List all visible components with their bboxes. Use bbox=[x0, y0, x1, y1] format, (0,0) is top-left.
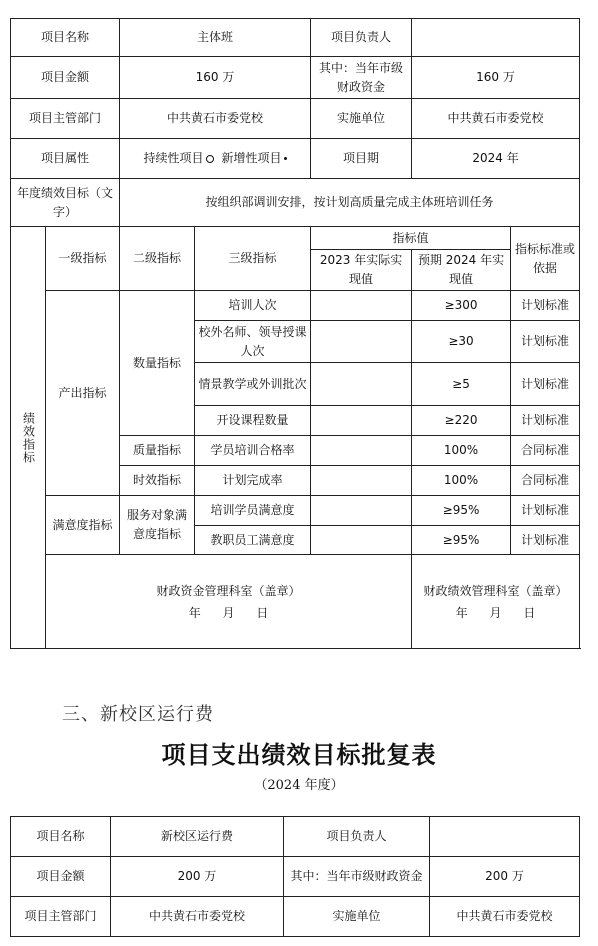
dept-value: 中共黄石市委党校 bbox=[111, 897, 284, 937]
finance-fund-seal-cell bbox=[46, 555, 412, 649]
project-name-value: 新校区运行费 bbox=[111, 817, 284, 857]
output-index-label: 产出指标 bbox=[46, 291, 120, 496]
table-row-basis: 计划标准 bbox=[511, 321, 580, 363]
table-row-basis: 计划标准 bbox=[511, 291, 580, 321]
annual-goal-label: 年度绩效目标（文字） bbox=[11, 179, 120, 227]
project-amount-value: 200 万 bbox=[111, 857, 284, 897]
table-row-basis: 计划标准 bbox=[511, 363, 580, 406]
impl-unit-label: 实施单位 bbox=[311, 99, 412, 139]
table-row-expected: 100% bbox=[412, 466, 511, 496]
impl-unit-label: 实施单位 bbox=[284, 897, 430, 937]
project-leader-value bbox=[412, 19, 580, 57]
table-row-level3: 校外名师、领导授课人次 bbox=[195, 321, 311, 363]
project-amount-label: 项目金额 bbox=[11, 857, 111, 897]
new-option-label: 新增性项目 bbox=[221, 151, 282, 165]
dept-label: 项目主管部门 bbox=[11, 897, 111, 937]
finance-fund-seal-title: 财政资金管理科室（盖章） bbox=[156, 583, 301, 598]
expected-2024-header: 预期 2024 年实现值 bbox=[412, 250, 511, 291]
project-name-label: 项目名称 bbox=[11, 817, 111, 857]
table-row-expected: ≥220 bbox=[412, 406, 511, 436]
table-row-expected: ≥30 bbox=[412, 321, 511, 363]
performance-seal-date: 年 月 日 bbox=[455, 605, 536, 620]
quantity-index-label: 数量指标 bbox=[120, 291, 195, 436]
basis-header: 指标标准或依据 bbox=[511, 227, 580, 291]
impl-unit-value: 中共黄石市委党校 bbox=[430, 897, 580, 937]
project-name-value: 主体班 bbox=[120, 19, 311, 57]
period-label: 项目期 bbox=[311, 139, 412, 179]
table-row-basis: 计划标准 bbox=[511, 496, 580, 526]
table-row-expected: ≥95% bbox=[412, 526, 511, 555]
table-row-level3: 教职员工满意度 bbox=[195, 526, 311, 555]
attr-options bbox=[120, 139, 311, 179]
table-row-level3: 培训学员满意度 bbox=[195, 496, 311, 526]
project-leader-value bbox=[430, 817, 580, 857]
level2-header: 二级指标 bbox=[120, 227, 195, 291]
performance-seal-cell bbox=[412, 555, 580, 649]
table-row-actual bbox=[311, 406, 412, 436]
table-row-expected: ≥300 bbox=[412, 291, 511, 321]
radio-circle-icon bbox=[206, 155, 214, 163]
performance-seal-title: 财政绩效管理科室（盖章） bbox=[423, 583, 568, 598]
table-row-actual bbox=[311, 321, 412, 363]
fiscal-fund-value: 200 万 bbox=[430, 857, 580, 897]
dept-value: 中共黄石市委党校 bbox=[120, 99, 311, 139]
continuing-option-label: 持续性项目 bbox=[143, 151, 204, 165]
table-row-actual bbox=[311, 436, 412, 466]
performance-table-1 bbox=[10, 18, 580, 649]
table-row-expected: 100% bbox=[412, 436, 511, 466]
project-amount-label: 项目金额 bbox=[11, 57, 120, 99]
project-name-label: 项目名称 bbox=[11, 19, 120, 57]
attr-label: 项目属性 bbox=[11, 139, 120, 179]
table-row-expected: ≥95% bbox=[412, 496, 511, 526]
finance-fund-seal-date: 年 月 日 bbox=[188, 605, 269, 620]
impl-unit-value: 中共黄石市委党校 bbox=[412, 99, 580, 139]
index-value-header: 指标值 bbox=[311, 227, 511, 250]
quality-index-label: 质量指标 bbox=[120, 436, 195, 466]
project-leader-label: 项目负责人 bbox=[311, 19, 412, 57]
fiscal-fund-label: 其中：当年市级财政资金 bbox=[284, 857, 430, 897]
timeliness-index-label: 时效指标 bbox=[120, 466, 195, 496]
performance-index-label: 绩效指标 bbox=[11, 227, 46, 649]
document-title: 项目支出绩效目标批复表 bbox=[161, 740, 437, 769]
table-row-actual bbox=[311, 291, 412, 321]
table-row-basis: 合同标准 bbox=[511, 466, 580, 496]
fiscal-fund-label: 其中：当年市级财政资金 bbox=[311, 57, 412, 99]
period-value: 2024 年 bbox=[412, 139, 580, 179]
dept-label: 项目主管部门 bbox=[11, 99, 120, 139]
fiscal-fund-value: 160 万 bbox=[412, 57, 580, 99]
performance-table-2 bbox=[10, 816, 580, 937]
document-year: （2024 年度） bbox=[254, 778, 344, 793]
table-row-actual bbox=[311, 496, 412, 526]
satisfaction-index-label: 满意度指标 bbox=[46, 496, 120, 555]
table-row-level3: 学员培训合格率 bbox=[195, 436, 311, 466]
table-row-actual bbox=[311, 363, 412, 406]
section-heading: 三、新校区运行费 bbox=[62, 704, 214, 725]
table-row-expected: ≥5 bbox=[412, 363, 511, 406]
table-row-level3: 情景教学或外训批次 bbox=[195, 363, 311, 406]
actual-2023-header: 2023 年实际实现值 bbox=[311, 250, 412, 291]
table-row-basis: 合同标准 bbox=[511, 436, 580, 466]
table-row-basis: 计划标准 bbox=[511, 406, 580, 436]
level3-header: 三级指标 bbox=[195, 227, 311, 291]
table-row-basis: 计划标准 bbox=[511, 526, 580, 555]
project-leader-label: 项目负责人 bbox=[284, 817, 430, 857]
service-satisfaction-label: 服务对象满意度指标 bbox=[120, 496, 195, 555]
table-row-actual bbox=[311, 466, 412, 496]
table-row-level3: 培训人次 bbox=[195, 291, 311, 321]
annual-goal-value: 按组织部调训安排，按计划高质量完成主体班培训任务 bbox=[120, 179, 580, 227]
table-row-level3: 计划完成率 bbox=[195, 466, 311, 496]
table-row-actual bbox=[311, 526, 412, 555]
table-row-level3: 开设课程数量 bbox=[195, 406, 311, 436]
level1-header: 一级指标 bbox=[46, 227, 120, 291]
project-amount-value: 160 万 bbox=[120, 57, 311, 99]
bullet-dot-icon bbox=[284, 157, 287, 160]
